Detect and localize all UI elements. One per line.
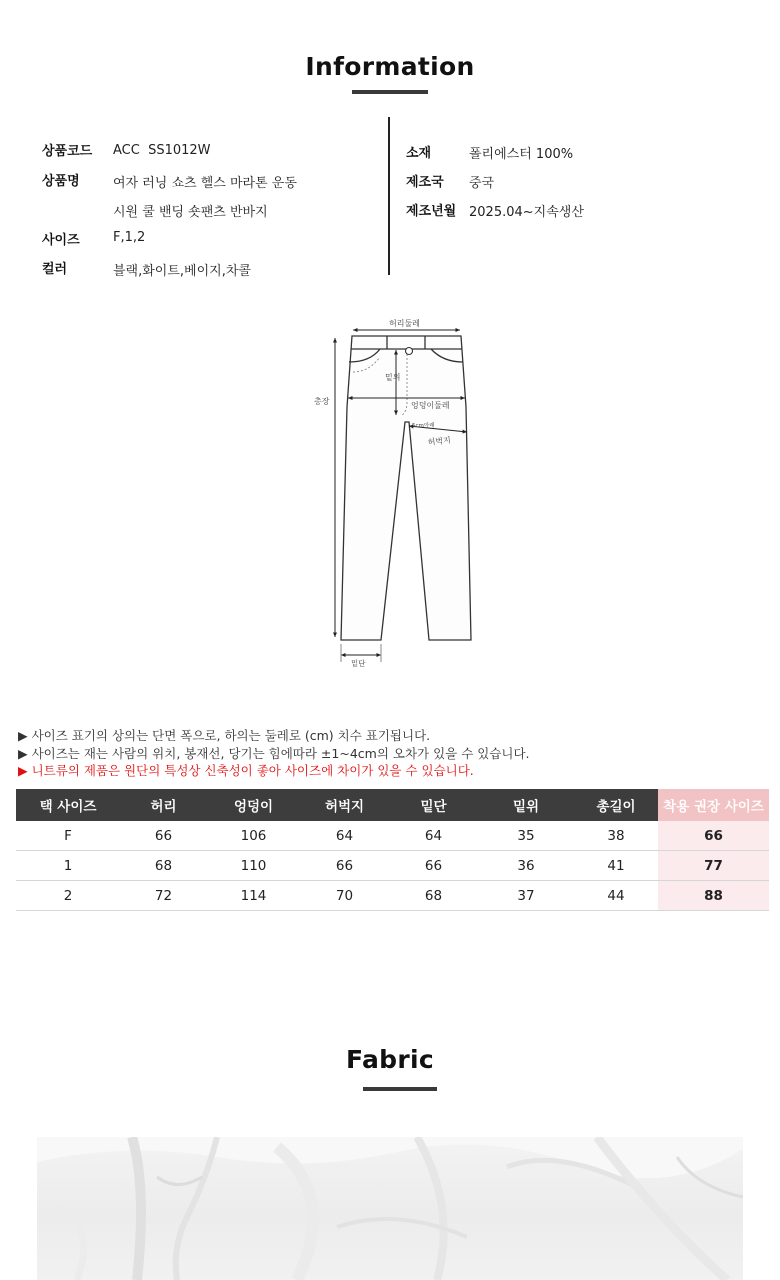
cell-hem: 64 — [389, 821, 478, 851]
thigh-note-label: 5cm아래 — [412, 423, 435, 429]
cell-rise: 35 — [478, 821, 574, 851]
cell-hip: 106 — [207, 821, 300, 851]
cell-total-length: 41 — [574, 851, 658, 881]
cell-waist: 72 — [120, 881, 207, 911]
pants-outline — [341, 336, 471, 640]
info-value-manufacture-date: 2025.04~지속생산 — [469, 205, 584, 220]
cell-rise: 36 — [478, 851, 574, 881]
header-hem: 밑단 — [389, 789, 478, 821]
header-tag-size: 택 사이즈 — [16, 789, 120, 821]
info-value-color: 블랙,화이트,베이지,차콜 — [113, 264, 251, 279]
cell-hip: 114 — [207, 881, 300, 911]
pants-measurement-diagram — [305, 312, 480, 672]
cell-total-length: 44 — [574, 881, 658, 911]
cell-tag-size: F — [16, 821, 120, 851]
size-table — [16, 789, 769, 911]
header-hip: 엉덩이 — [207, 789, 300, 821]
information-title: Information — [305, 52, 475, 81]
size-notes — [18, 727, 530, 780]
table-row — [16, 821, 769, 851]
info-label-product-name: 상품명 — [42, 174, 80, 189]
cell-tag-size: 2 — [16, 881, 120, 911]
info-value-country: 중국 — [469, 176, 495, 191]
waist-button-icon — [406, 348, 413, 355]
cell-recommended-size: 77 — [658, 851, 769, 881]
note-1: ▶ 사이즈 표기의 상의는 단면 폭으로, 하의는 둘레로 (cm) 치수 표기됩니다. — [18, 728, 431, 743]
cell-waist: 68 — [120, 851, 207, 881]
cell-tag-size: 1 — [16, 851, 120, 881]
info-value-product-code: ACC SS1012W — [113, 143, 211, 158]
cell-thigh: 64 — [300, 821, 389, 851]
table-row — [16, 881, 769, 911]
header-rise: 밑위 — [478, 789, 574, 821]
cell-thigh: 66 — [300, 851, 389, 881]
info-label-country: 제조국 — [406, 175, 444, 190]
cell-hip: 110 — [207, 851, 300, 881]
header-recommended-size: 착용 권장 사이즈 — [658, 789, 769, 821]
info-label-size: 사이즈 — [42, 233, 80, 248]
info-label-color: 컬러 — [42, 262, 68, 277]
length-label: 총장 — [314, 397, 330, 406]
cell-hem: 66 — [389, 851, 478, 881]
header-waist: 허리 — [120, 789, 207, 821]
thigh-label: 허벅지 — [427, 435, 452, 447]
cell-waist: 66 — [120, 821, 207, 851]
info-label-product-code: 상품코드 — [42, 144, 93, 159]
info-value-product-name-line2: 시원 쿨 밴딩 숏팬츠 반바지 — [113, 205, 268, 220]
cell-recommended-size: 66 — [658, 821, 769, 851]
info-value-material: 폴리에스터 100% — [469, 147, 574, 162]
cell-total-length: 38 — [574, 821, 658, 851]
hip-label: 엉덩이둘레 — [411, 401, 450, 410]
cell-recommended-size: 88 — [658, 881, 769, 911]
info-label-manufacture-date: 제조년월 — [406, 204, 457, 219]
fabric-photo — [37, 1137, 743, 1280]
cell-rise: 37 — [478, 881, 574, 911]
information-title-underline — [352, 90, 428, 94]
size-table-header-row — [16, 789, 769, 821]
note-3-warning: ▶ 니트류의 제품은 원단의 특성상 신축성이 좋아 사이즈에 차이가 있을 수 있습니다. — [18, 763, 474, 778]
info-column-divider — [388, 117, 390, 275]
fabric-texture — [37, 1137, 743, 1280]
info-value-size: F,1,2 — [113, 230, 146, 245]
fabric-title-underline — [363, 1087, 437, 1091]
cell-thigh: 70 — [300, 881, 389, 911]
waist-label: 허리둘레 — [389, 319, 420, 328]
info-label-material: 소재 — [406, 146, 432, 161]
fabric-title: Fabric — [346, 1045, 434, 1074]
table-row — [16, 851, 769, 881]
header-thigh: 허벅지 — [300, 789, 389, 821]
note-2: ▶ 사이즈는 재는 사람의 위치, 봉재선, 당기는 힘에따라 ±1~4cm의 오차가 있을 수 있습니다. — [18, 745, 530, 761]
header-total-length: 총길이 — [574, 789, 658, 821]
info-value-product-name-line1: 여자 러닝 쇼츠 헬스 마라톤 운동 — [113, 176, 297, 191]
hem-label: 밑단 — [351, 659, 366, 668]
cell-hem: 68 — [389, 881, 478, 911]
rise-label: 밑위 — [385, 373, 401, 382]
